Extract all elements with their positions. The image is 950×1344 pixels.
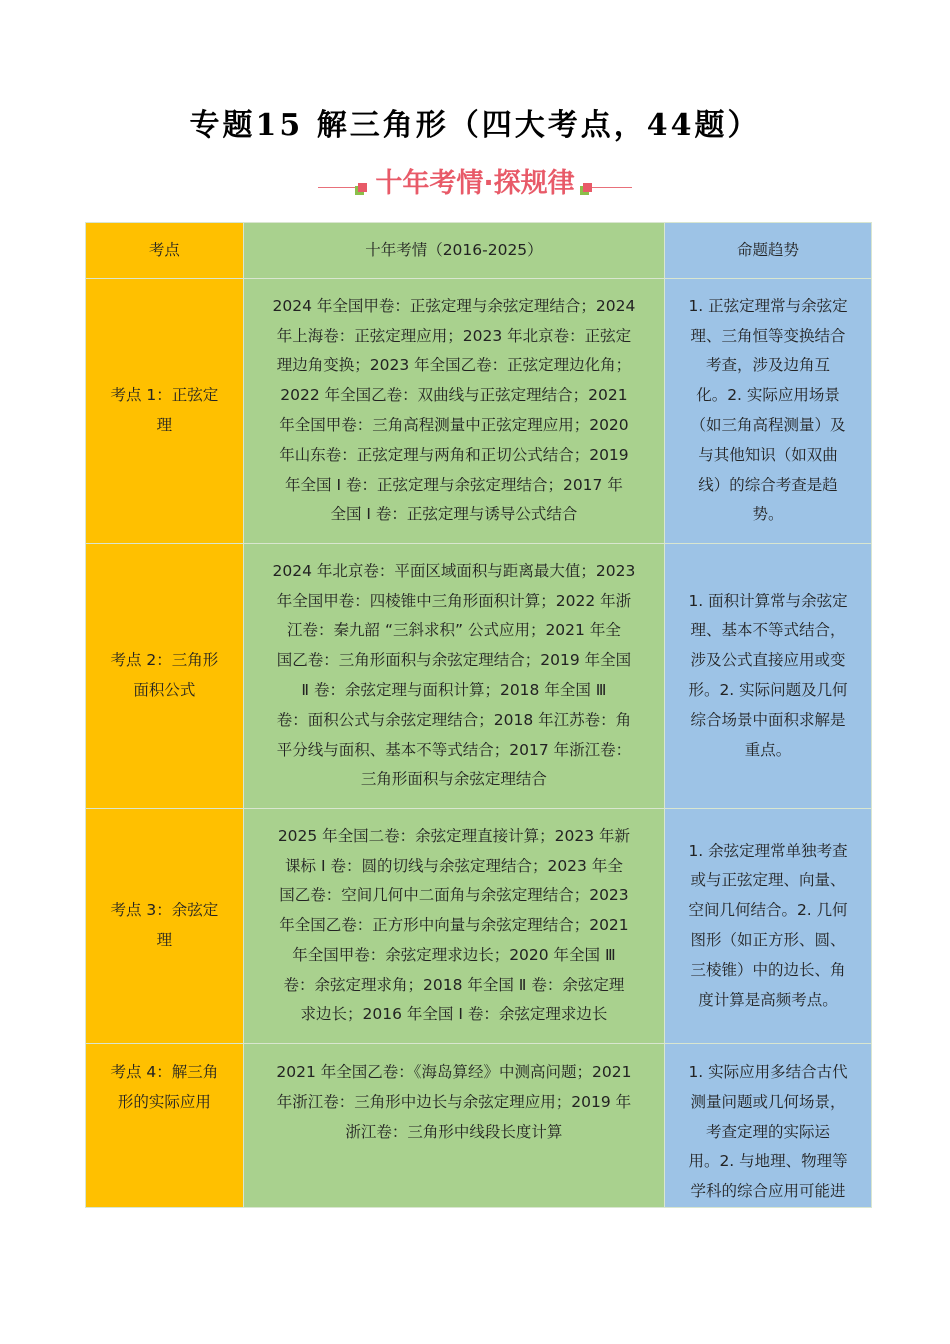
history-cell-line: Ⅱ 卷：余弦定理与面积计算；2018 年全国 Ⅲ xyxy=(301,681,607,699)
decor-square-icon xyxy=(583,183,592,192)
divider xyxy=(318,187,358,188)
history-cell-line: 理边角变换；2023 年全国乙卷：正弦定理边化角； xyxy=(276,356,632,375)
trend-cell-line: 1. 余弦定理常单独考查 xyxy=(688,841,848,860)
topic-cell-line: 理 xyxy=(156,416,173,434)
header-topic: 考点 xyxy=(86,223,244,279)
trend-cell xyxy=(665,809,872,1044)
table-row xyxy=(86,1044,872,1208)
section-banner xyxy=(0,160,950,200)
table-row xyxy=(86,279,872,544)
table-header-row xyxy=(86,223,872,279)
topic-cell-line: 考点 3：余弦定 xyxy=(110,901,219,920)
trend-cell-line: 化。2. 实际应用场景 xyxy=(696,386,840,405)
header-trend: 命题趋势 xyxy=(665,223,872,279)
section-subtitle: 十年考情·探规律 xyxy=(375,167,575,199)
table-row xyxy=(86,809,872,1044)
trend-cell xyxy=(665,1044,872,1208)
trend-cell-line: 考查定理的实际运 xyxy=(706,1122,831,1141)
trend-cell-line: 势。 xyxy=(752,505,784,524)
history-cell-line: 2025 年全国二卷：余弦定理直接计算；2023 年新 xyxy=(277,826,631,845)
trend-cell-line: 与其他知识（如双曲 xyxy=(698,445,838,464)
history-cell-line: 卷：面积公式与余弦定理结合；2018 年江苏卷：角 xyxy=(276,710,632,729)
history-cell-line: 求边长；2016 年全国 Ⅰ 卷：余弦定理求边长 xyxy=(300,1005,608,1024)
trend-cell-line: 1. 实际应用多结合古代 xyxy=(688,1063,848,1081)
history-cell-line: 浙江卷：三角形中线段长度计算 xyxy=(345,1122,563,1141)
history-cell-line: 年全国甲卷：三角高程测量中正弦定理应用；2020 xyxy=(279,416,629,434)
history-cell-line: 年全国 Ⅰ 卷：正弦定理与余弦定理结合；2017 年 xyxy=(285,475,623,494)
topic-cell-line: 形的实际应用 xyxy=(117,1092,211,1111)
trend-cell-line: 形。2. 实际问题及几何 xyxy=(688,681,848,699)
topic-cell xyxy=(86,809,244,1044)
trend-cell-line: 用。2. 与地理、物理等 xyxy=(688,1152,848,1171)
history-cell-line: 江卷：秦九韶 “三斜求积” 公式应用；2021 年全 xyxy=(287,621,621,640)
history-cell-line: 卷：余弦定理求角；2018 年全国 Ⅱ 卷：余弦定理 xyxy=(283,975,625,994)
topic-cell-line: 面积公式 xyxy=(133,681,196,699)
history-cell-line: 2021 年全国乙卷：《海岛算经》中测高问题；2021 xyxy=(276,1063,632,1081)
divider xyxy=(592,187,632,188)
history-cell-line: 年上海卷：正弦定理应用；2023 年北京卷：正弦定 xyxy=(276,326,632,345)
trend-cell-line: 测量问题或几何场景， xyxy=(690,1092,846,1111)
history-cell xyxy=(243,1044,664,1208)
history-cell-line: 年全国甲卷：四棱锥中三角形面积计算；2022 年浙 xyxy=(276,591,632,610)
trend-cell-line: （如三角高程测量）及 xyxy=(690,416,846,434)
history-cell-line: 2022 年全国乙卷：双曲线与正弦定理结合；2021 xyxy=(280,386,628,405)
topic-cell-line: 考点 4：解三角 xyxy=(110,1063,219,1081)
trend-cell-line: 重点。 xyxy=(744,740,792,759)
trend-cell-line: 理、基本不等式结合， xyxy=(690,621,846,640)
history-cell-line: 年山东卷：正弦定理与两角和正切公式结合；2019 xyxy=(279,445,629,464)
history-cell-line: 国乙卷：空间几何中二面角与余弦定理结合；2023 xyxy=(279,886,629,905)
history-cell-line: 国乙卷：三角形面积与余弦定理结合；2019 年全国 xyxy=(276,651,632,670)
page-title: 专题15 解三角形（四大考点，44题） xyxy=(189,108,761,143)
history-cell xyxy=(243,544,664,809)
topic-cell xyxy=(86,544,244,809)
history-cell-line: 年全国乙卷：正方形中向量与余弦定理结合；2021 xyxy=(279,916,629,935)
trend-cell xyxy=(665,279,872,544)
history-cell-line: 2024 年北京卷：平面区域面积与距离最大值；2023 xyxy=(272,561,636,580)
trend-cell-line: 空间几何结合。2. 几何 xyxy=(688,901,848,920)
decor-square-icon xyxy=(358,183,367,192)
history-cell-line: 2024 年全国甲卷：正弦定理与余弦定理结合；2024 xyxy=(272,296,636,315)
history-cell-line: 年全国甲卷：余弦定理求边长；2020 年全国 Ⅲ xyxy=(292,945,616,964)
header-history: 十年考情（2016-2025） xyxy=(243,223,664,279)
trend-cell-line: 三棱锥）中的边长、角 xyxy=(690,960,846,979)
exam-analysis-table xyxy=(85,222,872,1208)
trend-cell-line: 1. 面积计算常与余弦定 xyxy=(688,591,848,610)
history-cell xyxy=(243,279,664,544)
trend-cell-line: 1. 正弦定理常与余弦定 xyxy=(688,296,848,315)
history-cell-line: 课标 Ⅰ 卷：圆的切线与余弦定理结合；2023 年全 xyxy=(285,856,623,875)
trend-cell-line: 线）的综合考查是趋 xyxy=(698,475,838,494)
topic-cell-line: 考点 2：三角形 xyxy=(110,651,219,670)
trend-cell-line: 涉及公式直接应用或变 xyxy=(690,651,846,670)
history-cell-line: 三角形面积与余弦定理结合 xyxy=(360,770,547,789)
history-cell-line: 平分线与面积、基本不等式结合；2017 年浙江卷： xyxy=(276,740,632,759)
trend-cell xyxy=(665,544,872,809)
history-cell xyxy=(243,809,664,1044)
table-row xyxy=(86,544,872,809)
topic-cell-line: 理 xyxy=(156,931,173,949)
history-cell-line: 全国 Ⅰ 卷：正弦定理与诱导公式结合 xyxy=(330,505,578,524)
trend-cell-line: 理、三角恒等变换结合 xyxy=(690,326,846,345)
topic-cell xyxy=(86,279,244,544)
trend-cell-line: 考查，涉及边角互 xyxy=(706,356,831,375)
trend-cell-line: 学科的综合应用可能进 xyxy=(690,1182,846,1201)
topic-cell-line: 考点 1：正弦定 xyxy=(110,386,219,405)
history-cell-line: 年浙江卷：三角形中边长与余弦定理应用；2019 年 xyxy=(276,1092,632,1111)
trend-cell-line: 度计算是高频考点。 xyxy=(698,990,838,1009)
trend-cell-line: 图形（如正方形、圆、 xyxy=(690,931,846,949)
topic-cell xyxy=(86,1044,244,1208)
trend-cell-line: 或与正弦定理、向量、 xyxy=(690,871,846,890)
trend-cell-line: 综合场景中面积求解是 xyxy=(690,710,846,729)
